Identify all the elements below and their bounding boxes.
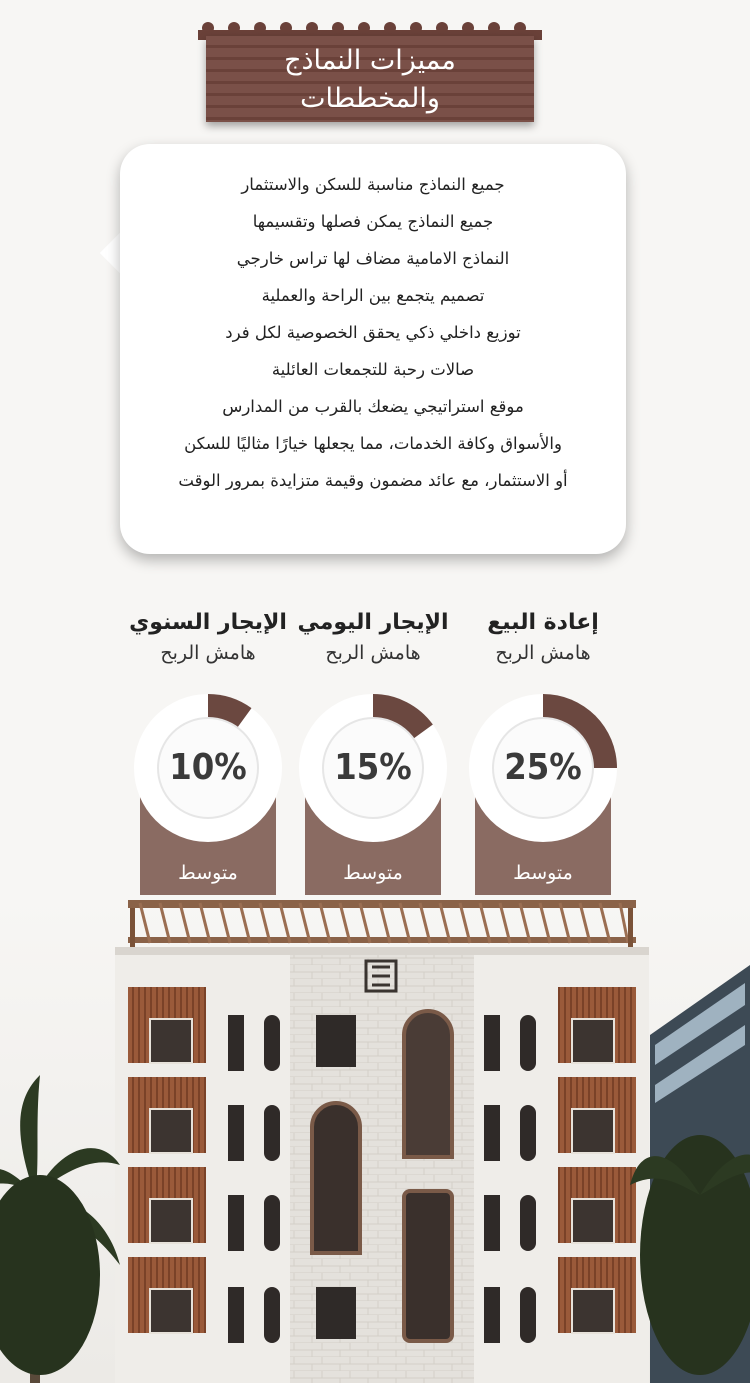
stat-annual-rent — [125, 608, 291, 903]
stat-value: 10% — [169, 747, 247, 788]
stat-resale — [460, 608, 626, 903]
stat-note: متوسط — [513, 862, 573, 884]
feature-item: تصميم يتجمع بين الراحة والعملية — [261, 286, 485, 305]
title-banner — [198, 18, 542, 122]
features-list — [120, 144, 626, 499]
stat-title: الإيجار اليومي — [297, 610, 449, 635]
feature-item: والأسواق وكافة الخدمات، مما يجعلها خيارًا مثاليًا للسكن — [184, 434, 562, 453]
title-line-2: والمخططات — [300, 83, 440, 114]
stat-title: إعادة البيع — [487, 610, 599, 635]
stat-value: 15% — [334, 747, 412, 788]
stat-note: متوسط — [178, 862, 238, 884]
stat-subtitle: هامش الربح — [160, 642, 256, 664]
features-card — [120, 144, 626, 554]
stat-subtitle: هامش الربح — [495, 642, 591, 664]
stat-value: 25% — [504, 747, 582, 788]
feature-item: توزيع داخلي ذكي يحقق الخصوصية لكل فرد — [225, 323, 521, 342]
building-facade — [115, 947, 649, 1383]
title-line-1: مميزات النماذج — [284, 45, 456, 76]
stat-subtitle: هامش الربح — [325, 642, 421, 664]
feature-item: جميع النماذج يمكن فصلها وتقسيمها — [252, 212, 494, 231]
building-illustration — [0, 895, 750, 1383]
feature-item: موقع استراتيجي يضعك بالقرب من المدارس — [222, 397, 524, 416]
feature-item: أو الاستثمار، مع عائد مضمون وقيمة متزايدة بمرور الوقت — [178, 471, 568, 490]
feature-item: جميع النماذج مناسبة للسكن والاستثمار — [241, 175, 505, 194]
page-title — [198, 42, 542, 118]
stat-daily-rent — [290, 608, 456, 903]
stat-note: متوسط — [343, 862, 403, 884]
stat-title: الإيجار السنوي — [129, 610, 287, 635]
feature-item: صالات رحبة للتجمعات العائلية — [271, 360, 475, 379]
feature-item: النماذج الامامية مضاف لها تراس خارجي — [236, 249, 510, 268]
